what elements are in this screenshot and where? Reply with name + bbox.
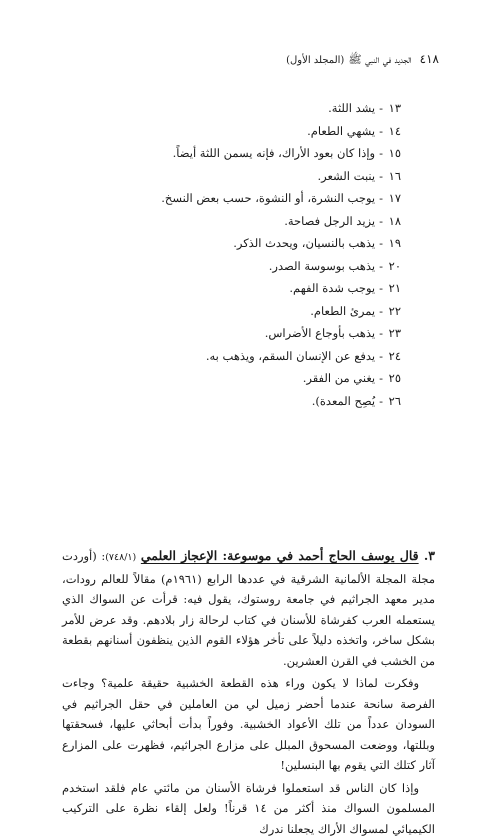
list-item-dash: - — [379, 281, 387, 295]
list-item-text: يغني من الفقر. — [303, 371, 375, 385]
list-item-dash: - — [379, 326, 387, 340]
list-item-text: يُصِح المعدة). — [312, 394, 375, 408]
list-item-number: ١٣ — [389, 101, 401, 115]
list-item-dash: - — [379, 371, 387, 385]
list-item-number: ٢١ — [389, 281, 401, 295]
list-item-text: يشهي الطعام. — [307, 124, 375, 138]
list-item-dash: - — [379, 146, 387, 160]
list-item-number: ٢٢ — [389, 304, 401, 318]
list-item — [40, 300, 401, 323]
section-paragraph-2: وفكرت لماذا لا يكون وراء هذه القطعة الخشبية حقيقة علمية؟ وجاءت الفرصة سانحة عندما أحضر زميل لي من العاملين في حقل الجراثيم في السودان عدداً من تلك الأعواد الخشبية. وفوراً بدأت أبحاثي عليها، فسحقتها وبللتها، ووضعت المسحوق المبلل على مزارع الجراثيم، فظهرت على المزارع آثار كتلك التي يقوم بها البنسلين! — [62, 673, 435, 776]
section-first-paragraph — [62, 546, 435, 671]
list-item — [40, 165, 401, 188]
list-item — [40, 255, 401, 278]
list-item — [40, 367, 401, 390]
section-heading-text: قال يوسف الحاج أحمد في موسوعة: الإعجاز العلمي — [141, 548, 419, 563]
list-item-text: يوجب النشرة، أو النشوة، حسب بعض النسخ. — [161, 191, 375, 205]
list-item-text: يزيد الرجل فصاحة. — [284, 214, 375, 228]
list-item — [40, 322, 401, 345]
list-item-text: ينبت الشعر. — [317, 169, 375, 183]
list-item-number: ٢٤ — [389, 349, 401, 363]
list-item-dash: - — [379, 214, 387, 228]
volume-label: (المجلد الأول) — [286, 55, 344, 66]
list-item-number: ٢٠ — [389, 259, 401, 273]
list-item-number: ٢٥ — [389, 371, 401, 385]
running-header — [60, 52, 439, 69]
list-item-text: يدفع عن الإنسان السقم، ويذهب به. — [206, 349, 375, 363]
list-item — [40, 232, 401, 255]
list-item — [40, 345, 401, 368]
list-item-text: يذهب بأوجاع الأضراس. — [265, 326, 375, 340]
list-item-text: يذهب بالنسيان، ويحدث الذكر. — [233, 236, 375, 250]
benefits-list — [40, 97, 401, 412]
section-paragraph-3: وإذا كان الناس قد استعملوا فرشاة الأسنان من مائتي عام فلقد استخدم المسلمون السواك منذ أكثر من ١٤ قرناً! ولعل إلقاء نظرة على التركيب الكيميائي لمسواك الأراك يجعلنا ندرك — [62, 778, 435, 839]
list-item-dash: - — [379, 259, 387, 273]
list-item — [40, 277, 401, 300]
list-item-dash: - — [379, 394, 387, 408]
list-item-dash: - — [379, 191, 387, 205]
list-item-dash: - — [379, 304, 387, 318]
list-item-dash: - — [379, 124, 387, 138]
section-lead-text: : (أوردت مجلة المجلة الألمانية الشرقية في عددها الرابع (١٩٦١م) مقالاً للعالم رودات، مدير معهد الجراثيم في جامعة روستوك، يقول فيه: قرأت عن السواك الذي يستعمله العرب كفرشاة للأسنان في كتاب لرحالة زار بلادهم. وقد عرض للأمر بشكل ساخر، واتخذه دليلاً على تأخر هؤلاء القوم الذين ينظفون أسنانهم بقطعة من الخشب في القرن العشرين. — [62, 549, 435, 668]
list-item — [40, 210, 401, 233]
list-item-text: يوجب شدة الفهم. — [289, 281, 375, 295]
list-item-dash: - — [379, 101, 387, 115]
section-heading — [141, 548, 435, 563]
list-item-number: ١٨ — [389, 214, 401, 228]
section-number: ٣. — [424, 548, 435, 563]
list-item-number: ١٤ — [389, 124, 401, 138]
list-item-dash: - — [379, 169, 387, 183]
list-item-text: وإذا كان بعود الأراك، فإنه يسمن اللثة أيضاً. — [173, 146, 375, 160]
list-item-dash: - — [379, 236, 387, 250]
list-item — [40, 97, 401, 120]
section-quote — [62, 546, 435, 839]
list-item-text: يشد اللثة. — [328, 101, 375, 115]
list-item-text: يذهب بوسوسة الصدر. — [269, 259, 375, 273]
list-item-number: ٢٦ — [389, 394, 401, 408]
list-item-dash: - — [379, 349, 387, 363]
list-item — [40, 187, 401, 210]
book-title: الجديد في النبي ﷺ — [348, 53, 411, 69]
list-item-number: ١٩ — [389, 236, 401, 250]
section-reference: (٧٤٨/١) — [105, 552, 136, 563]
list-item — [40, 142, 401, 165]
list-item-text: يمرئ الطعام. — [310, 304, 375, 318]
list-item-number: ١٦ — [389, 169, 401, 183]
list-item — [40, 390, 401, 413]
list-item-number: ٢٣ — [389, 326, 401, 340]
list-item-number: ١٥ — [389, 146, 401, 160]
list-item-number: ١٧ — [389, 191, 401, 205]
list-item — [40, 120, 401, 143]
page-number: ٤١٨ — [420, 52, 439, 66]
